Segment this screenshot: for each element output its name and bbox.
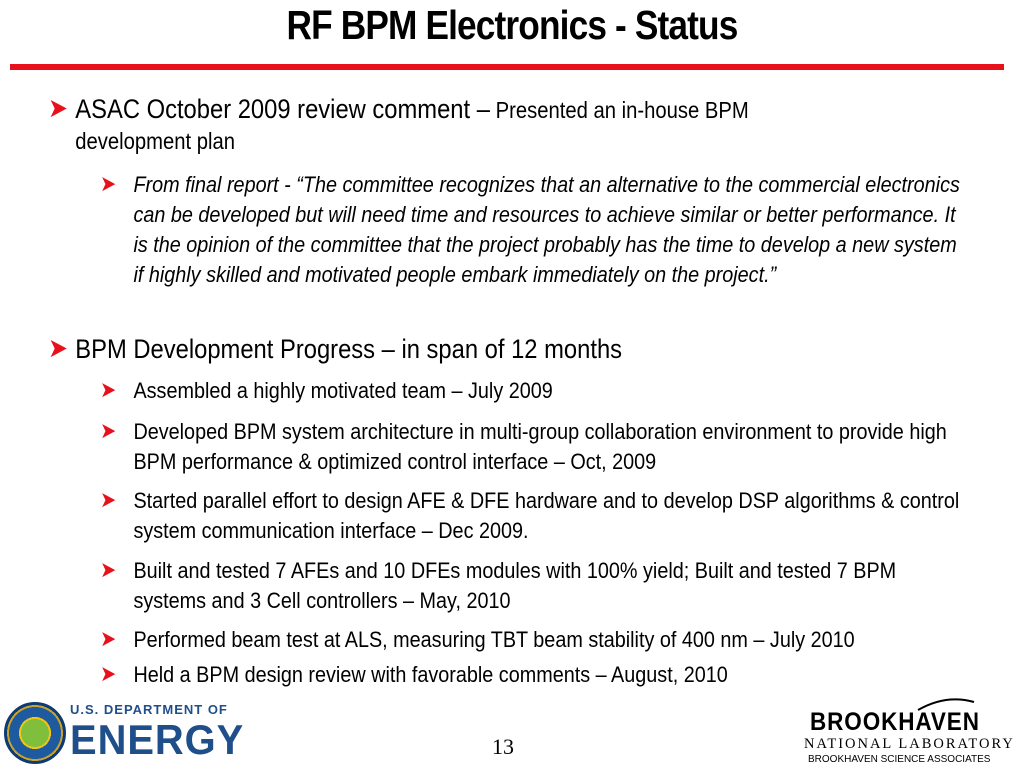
bullet-text: Developed BPM system architecture in multi-group collaboration environment to provide high BPM performance & optimized control interface – Oct, 2009	[133, 419, 947, 474]
bullet-l1-progress	[48, 334, 893, 364]
slide-footer	[0, 690, 1024, 768]
slide-title: RF BPM Electronics - Status	[286, 2, 738, 48]
arrow-bullet-icon: ➤	[100, 172, 117, 197]
arrow-bullet-icon: ➤	[100, 378, 117, 403]
arrow-bullet-icon: ➤	[100, 662, 117, 687]
bullet-l2-quote	[100, 170, 971, 290]
bullet-l1-asac	[48, 94, 893, 156]
doe-seal-icon	[4, 702, 66, 764]
bullet-text: Started parallel effort to design AFE & DFE hardware and to develop DSP algorithms & control system communication interface – Dec 2009.	[133, 488, 960, 543]
bullet-text: Held a BPM design review with favorable comments – August, 2010	[133, 662, 728, 687]
arrow-bullet-icon: ➤	[48, 93, 68, 124]
bullet-l2-item	[100, 376, 971, 406]
bullet-text: Performed beam test at ALS, measuring TBT beam stability of 400 nm – July 2010	[133, 627, 855, 652]
bullet-l2-item	[100, 417, 971, 477]
arrow-bullet-icon: ➤	[100, 419, 117, 444]
bullet-text: From final report - “The committee recognizes that an alternative to the commercial electronics can be developed but will need time and resources to achieve similar or better performance. It is the opinion of the committee that the project probably has the time to develop a new system if highly skilled and motivated people embark immediately on the project.”	[133, 172, 960, 287]
bullet-text: Built and tested 7 AFEs and 10 DFEs modules with 100% yield; Built and tested 7 BPM systems and 3 Cell controllers – May, 2010	[133, 558, 897, 613]
arrow-bullet-icon: ➤	[100, 488, 117, 513]
arrow-bullet-icon: ➤	[100, 627, 117, 652]
bullet-l2-item	[100, 625, 971, 655]
bnl-associates-text: BROOKHAVEN SCIENCE ASSOCIATES	[808, 754, 991, 765]
doe-energy-text: ENERGY	[70, 716, 245, 763]
bullet-lead: BPM Development Progress – in span of 12 months	[75, 334, 623, 364]
bullet-text: Assembled a highly motivated team – July 2009	[133, 378, 553, 403]
arrow-bullet-icon: ➤	[100, 558, 117, 583]
bnl-lab-text: NATIONAL LABORATORY	[804, 736, 1015, 752]
brookhaven-logo	[796, 696, 1016, 766]
bullet-l2-item	[100, 556, 971, 616]
bnl-name-text: BROOKHAVEN	[810, 708, 980, 736]
bullet-rest: Presented an in-house BPM development plan	[75, 97, 749, 154]
page-number: 13	[492, 734, 514, 759]
bullet-l2-item	[100, 486, 971, 546]
bullet-l2-item	[100, 660, 971, 690]
doe-department-text: U.S. DEPARTMENT OF	[70, 702, 228, 717]
bullet-lead: ASAC October 2009 review comment –	[75, 94, 490, 124]
arrow-bullet-icon: ➤	[48, 333, 68, 364]
